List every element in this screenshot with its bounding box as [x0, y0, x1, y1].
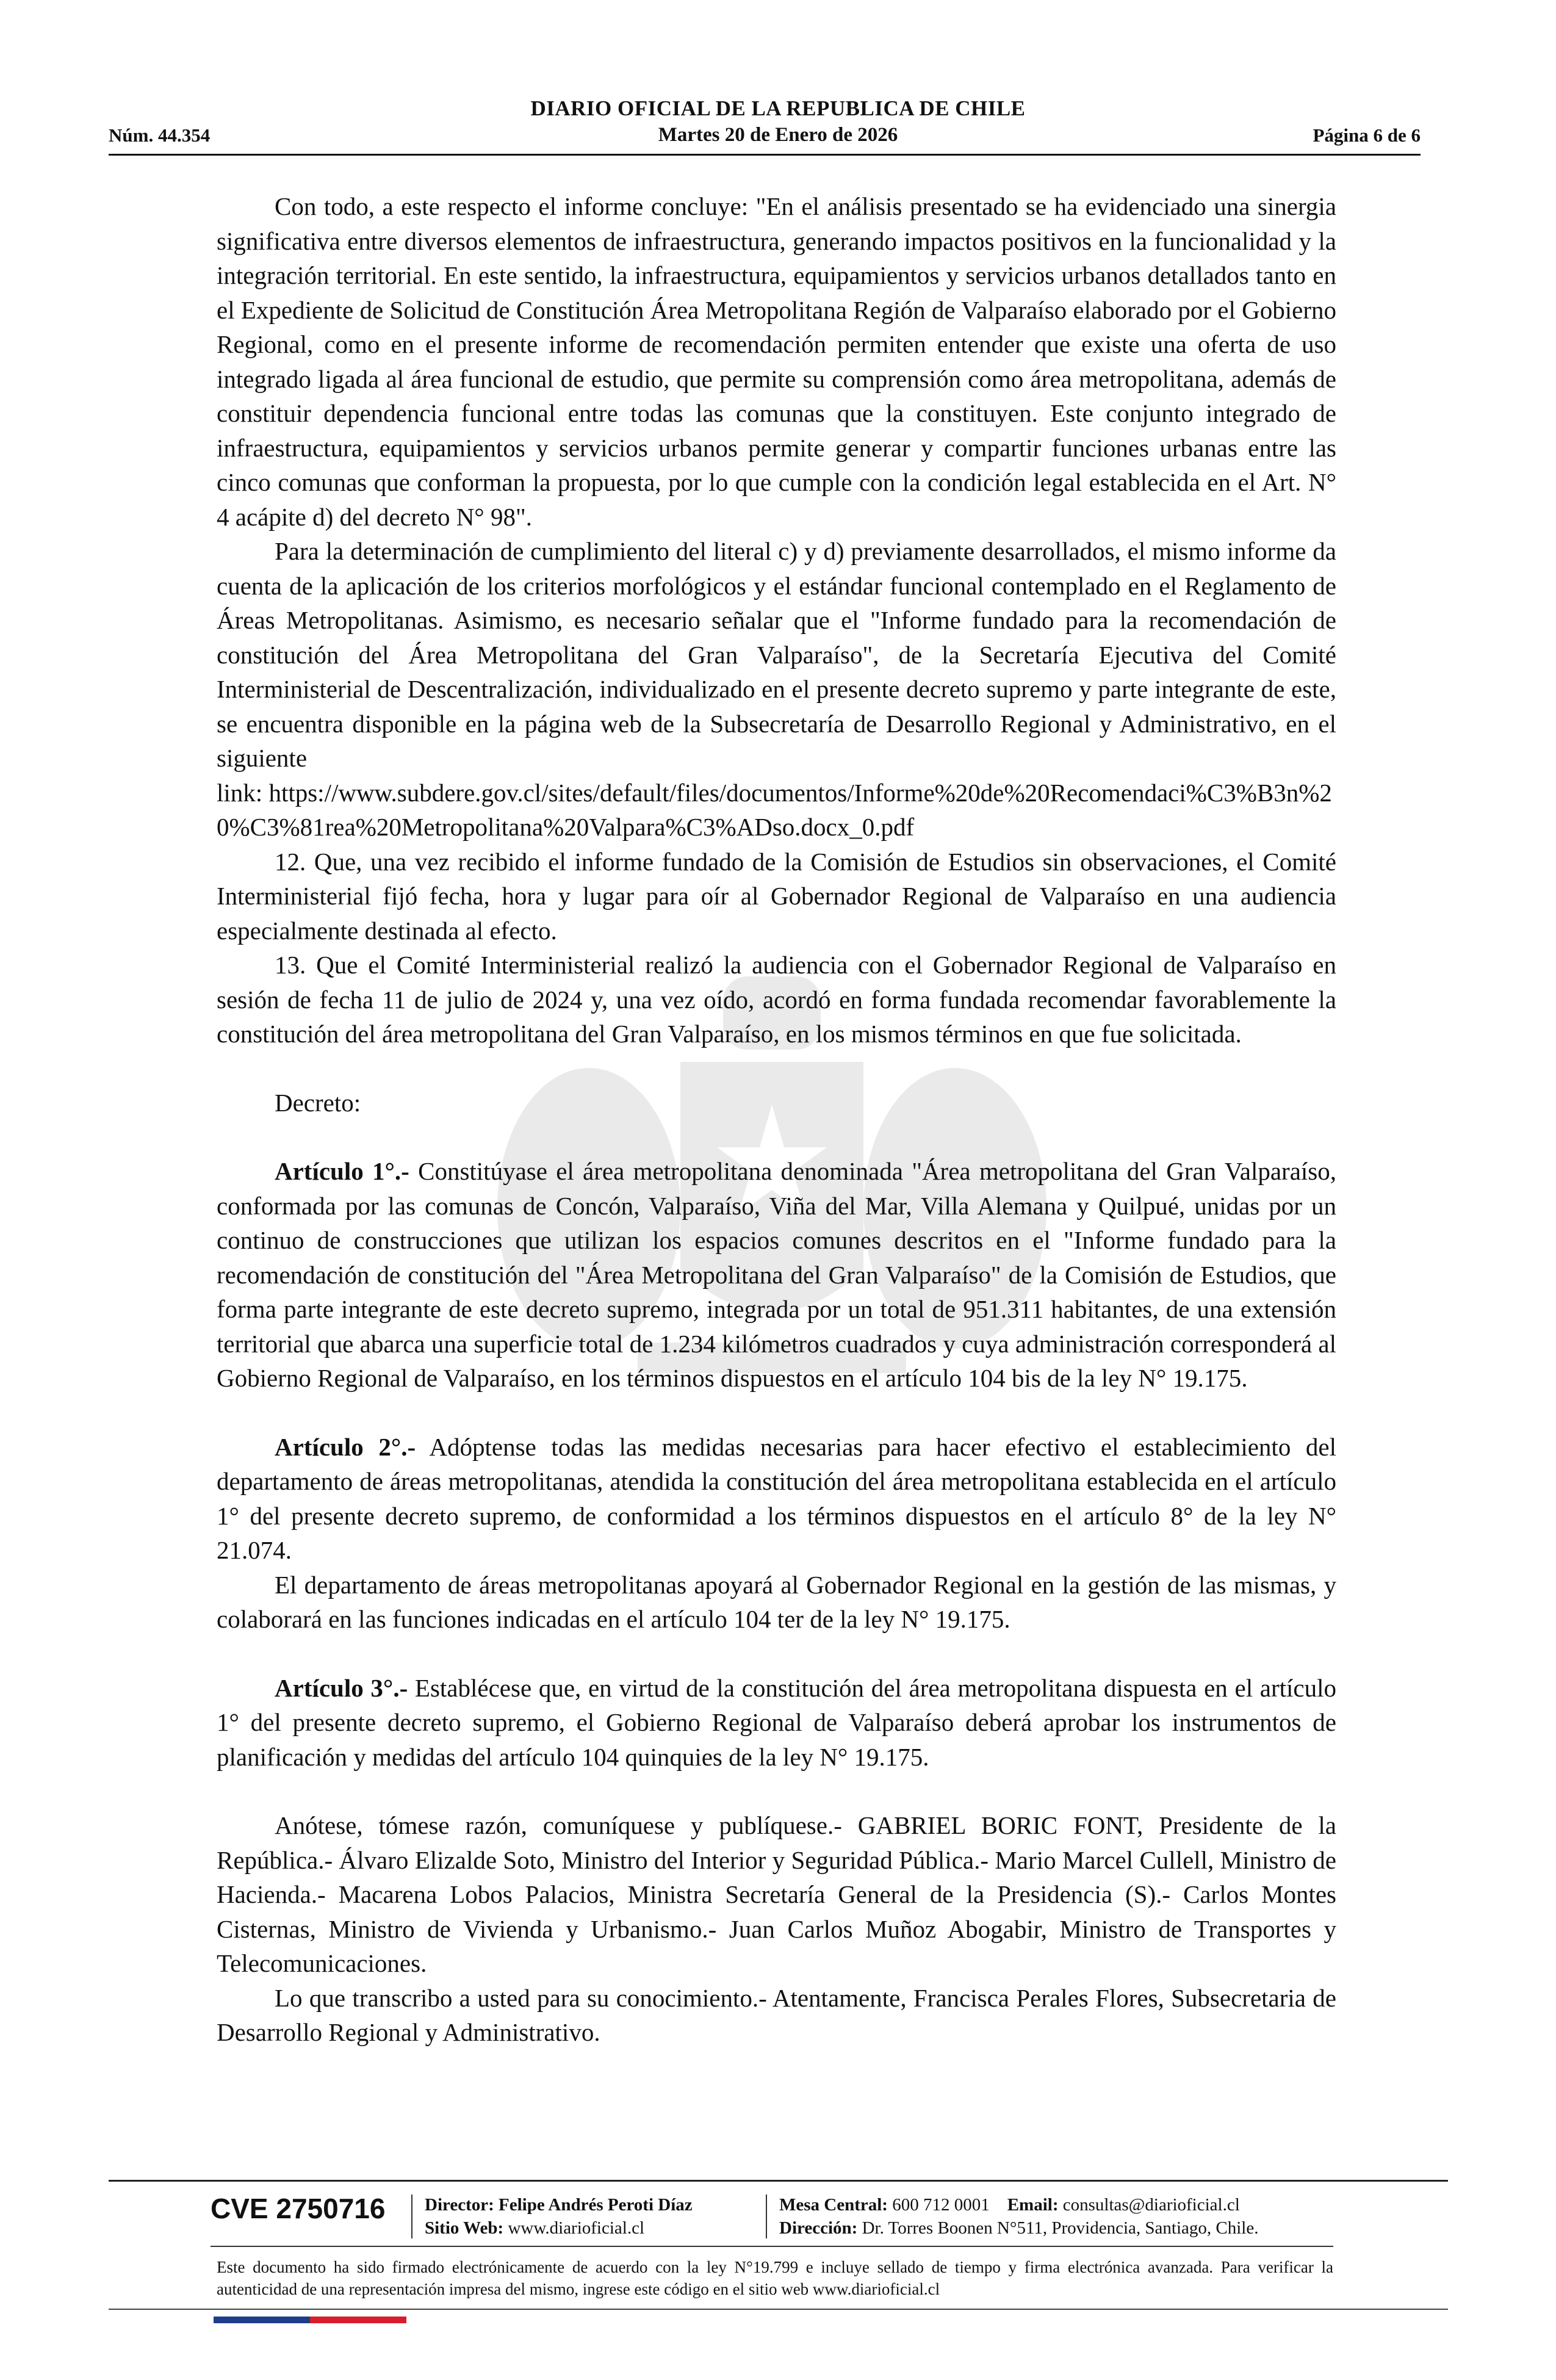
- article-2: [217, 1430, 1336, 1568]
- footer-separator: [766, 2194, 767, 2238]
- footer-director-block: [425, 2193, 693, 2240]
- article-2-text: Adóptense todas las medidas necesarias para hacer efectivo el establecimiento del departamento de áreas metropolitanas, atendida la constitución del área metropolitana establecida en el artículo 1° del presente decreto supremo, de conformidad a los términos dispuestos en el artículo 8° de la ley N° 21.074.: [217, 1432, 1336, 1564]
- mesa-label: Mesa Central:: [779, 2195, 888, 2215]
- flag-stripe-blue: [214, 2317, 310, 2323]
- article-1-heading: Artículo 1°.-: [275, 1157, 409, 1185]
- article-3: [217, 1671, 1336, 1775]
- paragraph-13: 13. Que el Comité Interministerial realizó la audiencia con el Gobernador Regional de Valparaíso en sesión de fecha 11 de julio de 2024 y, una vez oído, acordó en forma fundada recomendar favorablemente la constitución del área metropolitana del Gran Valparaíso, en los mismos términos en que fue solicitada.: [217, 951, 1336, 1048]
- article-3-heading: Artículo 3°.-: [275, 1673, 408, 1702]
- footer-divider-top: [109, 2180, 1448, 2182]
- issue-number: Núm. 44.354: [109, 124, 211, 146]
- decreto-heading: Decreto:: [275, 1088, 361, 1117]
- article-3-text: Establécese que, en virtud de la constitución del área metropolitana dispuesta en el artículo 1° del presente decreto supremo, el Gobierno Regional de Valparaíso deberá aprobar los instrumentos de planificación y medidas del artículo 104 quinquies de la ley N° 19.175.: [217, 1673, 1336, 1771]
- transcription-note: Lo que transcribo a usted para su conocimiento.- Atentamente, Francisca Perales Flores, Subsecretaria de Desarrollo Regional y Administrativo.: [217, 1983, 1336, 2046]
- publication-title: DIARIO OFICIAL DE LA REPUBLICA DE CHILE: [530, 96, 1026, 120]
- paragraph-informe-conclusion: Con todo, a este respecto el informe concluye: "En el análisis presentado se ha evidenciado una sinergia significativa entre diversos elementos de infraestructura, generando impactos positivos en la funcionalidad y la integración territorial. En este sentido, la infraestructura, equipamientos y servicios urbanos detallados tanto en el Expediente de Solicitud de Constitución Área Metropolitana Región de Valparaíso elaborado por el Gobierno Regional, como en el presente informe de recomendación permiten entender que existe una oferta de uso integrado ligada al área funcional de estudio, que permite su comprensión como área metropolitana, además de constituir dependencia funcional entre todas las comunas que la constituyen. Este conjunto integrado de infraestructura, equipamientos y servicios urbanos permite generar y compartir funciones urbanas entre las cinco comunas que conforman la propuesta, por lo que cumple con la condición legal establecida en el Art. N° 4 acápite d) del decreto N° 98".: [217, 192, 1336, 531]
- article-1-text: Constitúyase el área metropolitana denominada "Área metropolitana del Gran Valparaíso, conformada por las comunas de Concón, Valparaíso, Viña del Mar, Villa Alemana y Quilpué, unidas por un continuo de construcciones que utilizan los espacios comunes descritos en el "Informe fundado para la recomendación de constitución del "Área Metropolitana del Gran Valparaíso" de la Comisión de Estudios, que forma parte integrante de este decreto supremo, integrada por un total de 951.311 habitantes, de una extensión territorial que abarca una superficie total de 1.234 kilómetros cuadrados y cuya administración corresponderá al Gobierno Regional de Valparaíso, en los términos dispuestos en el artículo 104 bis de la ley N° 19.175.: [217, 1157, 1336, 1392]
- address-label: Dirección:: [779, 2218, 858, 2238]
- issue-date: Martes 20 de Enero de 2026: [658, 124, 898, 146]
- article-1: [217, 1154, 1336, 1396]
- link-label: link:: [217, 778, 263, 807]
- article-2-heading: Artículo 2°.-: [275, 1432, 416, 1461]
- email-link[interactable]: consultas@diarioficial.cl: [1062, 2195, 1240, 2215]
- closing-signatures: Anótese, tómese razón, comuníquese y publíquese.- GABRIEL BORIC FONT, Presidente de la República.- Álvaro Elizalde Soto, Ministro del Interior y Seguridad Pública.- Mario Marcel Cullell, Ministro de Hacienda.- Macarena Lobos Palacios, Ministra Secretaría General de la Presidencia (S).- Carlos Montes Cisternas, Ministro de Vivienda y Urbanismo.- Juan Carlos Muñoz Abogabir, Ministro de Transportes y Telecomunicaciones.: [217, 1811, 1336, 1977]
- footer-divider-middle: [211, 2246, 1333, 2247]
- page-number: Página 6 de 6: [1313, 124, 1421, 146]
- email-label: Email:: [1007, 2195, 1059, 2215]
- flag-stripe-red: [310, 2317, 406, 2323]
- header-divider: [109, 154, 1421, 156]
- director-name: Felipe Andrés Peroti Díaz: [499, 2195, 693, 2215]
- footer-contact-block: [779, 2193, 1258, 2240]
- website-label: Sitio Web:: [425, 2218, 504, 2238]
- article-2-paragraph-2: El departamento de áreas metropolitanas apoyará al Gobernador Regional en la gestión de las mismas, y colaborará en las funciones indicadas en el artículo 104 ter de la ley N° 19.175.: [217, 1570, 1336, 1633]
- footer-divider-bottom: [109, 2309, 1448, 2310]
- link-url[interactable]: https://www.subdere.gov.cl/sites/default/files/documentos/Informe%20de%20Recomendaci%C3%B3n%20%C3%81rea%20Metropolitana%20Valpara%C3%ADso.docx_0.pdf: [217, 778, 1332, 841]
- electronic-signature-note: Este documento ha sido firmado electrónicamente de acuerdo con la ley N°19.799 e incluye sellado de tiempo y firma electrónica avanzada. Para verificar la autenticidad de una representación impresa del mismo, ingrese este código en el sitio web www.diarioficial.cl: [217, 2258, 1333, 2298]
- cve-code: CVE 2750716: [211, 2193, 386, 2224]
- informe-link[interactable]: [217, 776, 1336, 845]
- address-value: Dr. Torres Boonen N°511, Providencia, Santiago, Chile.: [862, 2218, 1259, 2238]
- paragraph-12: 12. Que, una vez recibido el informe fundado de la Comisión de Estudios sin observaciones, el Comité Interministerial fijó fecha, hora y lugar para oír al Gobernador Regional de Valparaíso en una audiencia especialmente destinada al efecto.: [217, 847, 1336, 945]
- footer-separator: [411, 2194, 412, 2238]
- director-label: Director:: [425, 2195, 494, 2215]
- website-link[interactable]: www.diarioficial.cl: [508, 2218, 645, 2238]
- document-body: [217, 189, 1336, 2050]
- mesa-phone: 600 712 0001: [892, 2195, 990, 2215]
- paragraph-determinacion: Para la determinación de cumplimiento del literal c) y d) previamente desarrollados, el mismo informe da cuenta de la aplicación de los criterios morfológicos y el estándar funcional contemplado en el Reglamento de Áreas Metropolitanas. Asimismo, es necesario señalar que el "Informe fundado para la recomendación de constitución del Área Metropolitana del Gran Valparaíso", de la Secretaría Ejecutiva del Comité Interministerial de Descentralización, individualizado en el presente decreto supremo y parte integrante de este, se encuentra disponible en la página web de la Subsecretaría de Desarrollo Regional y Administrativo, en el siguiente: [217, 537, 1336, 772]
